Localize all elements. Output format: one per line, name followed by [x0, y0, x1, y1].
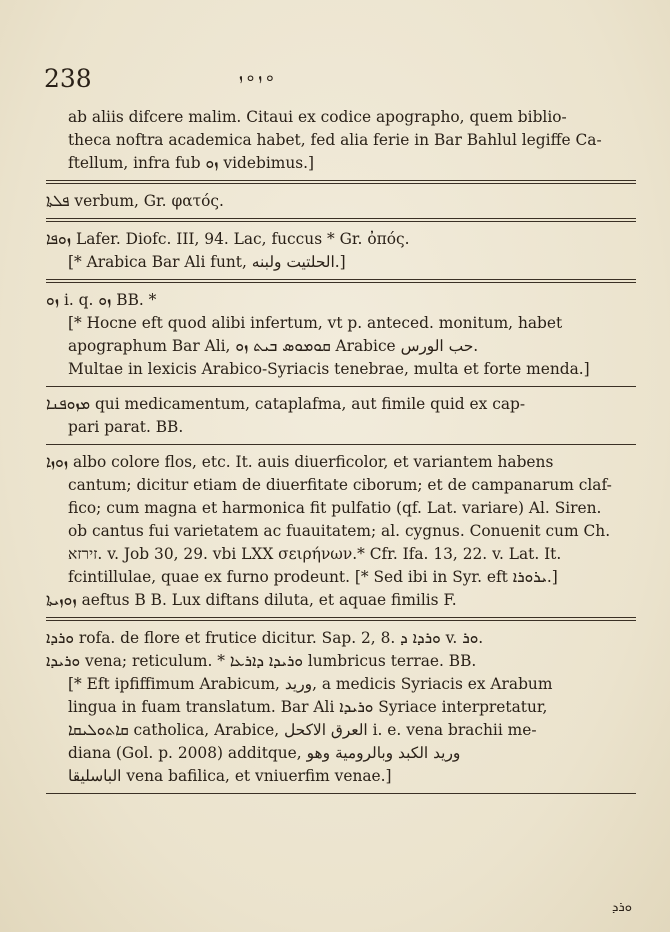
page-header: [44, 64, 626, 98]
text-line: ܘܪܝܕܐ vena; reticulum. * ܘܪܝܕܐ ܕܐܪܥܐ lumbricus terrae. BB.: [46, 652, 477, 670]
text-line: ob cantus fui varietatem ac fuauitatem; al. cygnus. Conuenit cum Ch.: [68, 522, 611, 540]
text-line: ܡܙܘܦܢܐ qui medicamentum, cataplafma, aut fimile quid ex cap-: [46, 395, 526, 413]
text-line: theca noftra academica habet, fed alia ferie in Bar Bahlul legiffe Ca-: [68, 131, 602, 149]
catchword: ܘܪܕ: [612, 900, 632, 915]
text-line: fcintillulae, quae ex furno prodeunt. [* Sed ibi in Syr. eft ܝܪܘܪܐ.]: [68, 568, 558, 586]
entry-divider: [46, 279, 636, 283]
entry-flos: [46, 451, 636, 589]
running-head: ܘ ܙ ܘ ܙ: [239, 70, 274, 85]
text-line: ftellum, infra fub ܙܘ videbimus.]: [68, 154, 315, 172]
text-line: apographum Bar Ali, ܩܘܡܘܣ ܒܝܬ ܙܘ Arabice حب الورس.: [68, 337, 479, 355]
text-line: ܙܘܙܐ albo colore flos, etc. It. auis diuerficolor, et variantem habens: [46, 453, 554, 471]
entry-verbum: [46, 190, 636, 213]
text-line: cantum; dicitur etiam de diuerfitate ciborum; et de campanarum claf-: [68, 476, 612, 494]
entry-divider: [46, 180, 636, 184]
text-line: ܙܘܦܐ Lafer. Diofc. III, 94. Lac, fuccus * Gr. ὀπός.: [46, 230, 410, 248]
text-line: diana (Gol. p. 2008) additque, وريد الكبد وبالرومية وهو: [68, 744, 461, 762]
page-number: 238: [44, 64, 92, 93]
text-line: pari parat. BB.: [68, 418, 184, 436]
entry-divider: [46, 793, 636, 794]
text-line: fico; cum magna et harmonica fit pulfatio (qf. Lat. variare) Al. Siren.: [68, 499, 602, 517]
entry-divider: [46, 617, 636, 621]
text-line: ܩܐܬܘܠܝܩܐ catholica, Arabice, العرق الاكحل i. e. vena brachii me-: [68, 721, 537, 739]
entry-continuation: [46, 106, 636, 175]
text-line: الباسليقا vena bafilica, et vniuerfim venae.]: [68, 767, 392, 785]
text-line: ab aliis difcere malim. Citaui ex codice apographo, quem biblio-: [68, 108, 567, 126]
entry-rosa: [46, 627, 636, 788]
entry-divider: [46, 444, 636, 445]
entry-divider: [46, 386, 636, 387]
entry-lafer: [46, 228, 636, 274]
entry-divider: [46, 218, 636, 222]
text-line: ܦܠܬܐ verbum, Gr. φατός.: [46, 192, 224, 210]
page-content: [46, 106, 636, 800]
text-line: [* Arabica Bar Ali funt, الحلتيت ولبنه.]: [68, 253, 346, 271]
text-line: ܙܘܙܝܬܐ aeftus B B. Lux diftans diluta, et aquae fimilis F.: [46, 591, 457, 609]
entry-iq: [46, 289, 636, 381]
entry-aestus: [46, 589, 636, 612]
text-line: lingua in fuam translatum. Bar Ali ܘܪܝܕܐ Syriace interpretatur,: [68, 698, 548, 716]
text-line: ܙܘ i. q. ܙܘ BB. *: [46, 291, 157, 309]
text-line: [* Eft ipfiffimum Arabicum, وريد, a medicis Syriacis ex Arabum: [68, 675, 553, 693]
text-line: Multae in lexicis Arabico-Syriacis tenebrae, multa et forte menda.]: [68, 360, 590, 378]
text-line: ܘܪܕܐ rofa. de flore et frutice dicitur. Sap. 2, 8. ܘܪܕܐ ܕ v. ܘܪ.: [46, 629, 484, 647]
entry-medicamentum: [46, 393, 636, 439]
text-line: זירזא. v. Job 30, 29. vbi LXX σειρήνων.* Cfr. Ifa. 13, 22. v. Lat. It.: [68, 545, 562, 563]
text-line: [* Hocne eft quod alibi infertum, vt p. anteced. monitum, habet: [68, 314, 563, 332]
